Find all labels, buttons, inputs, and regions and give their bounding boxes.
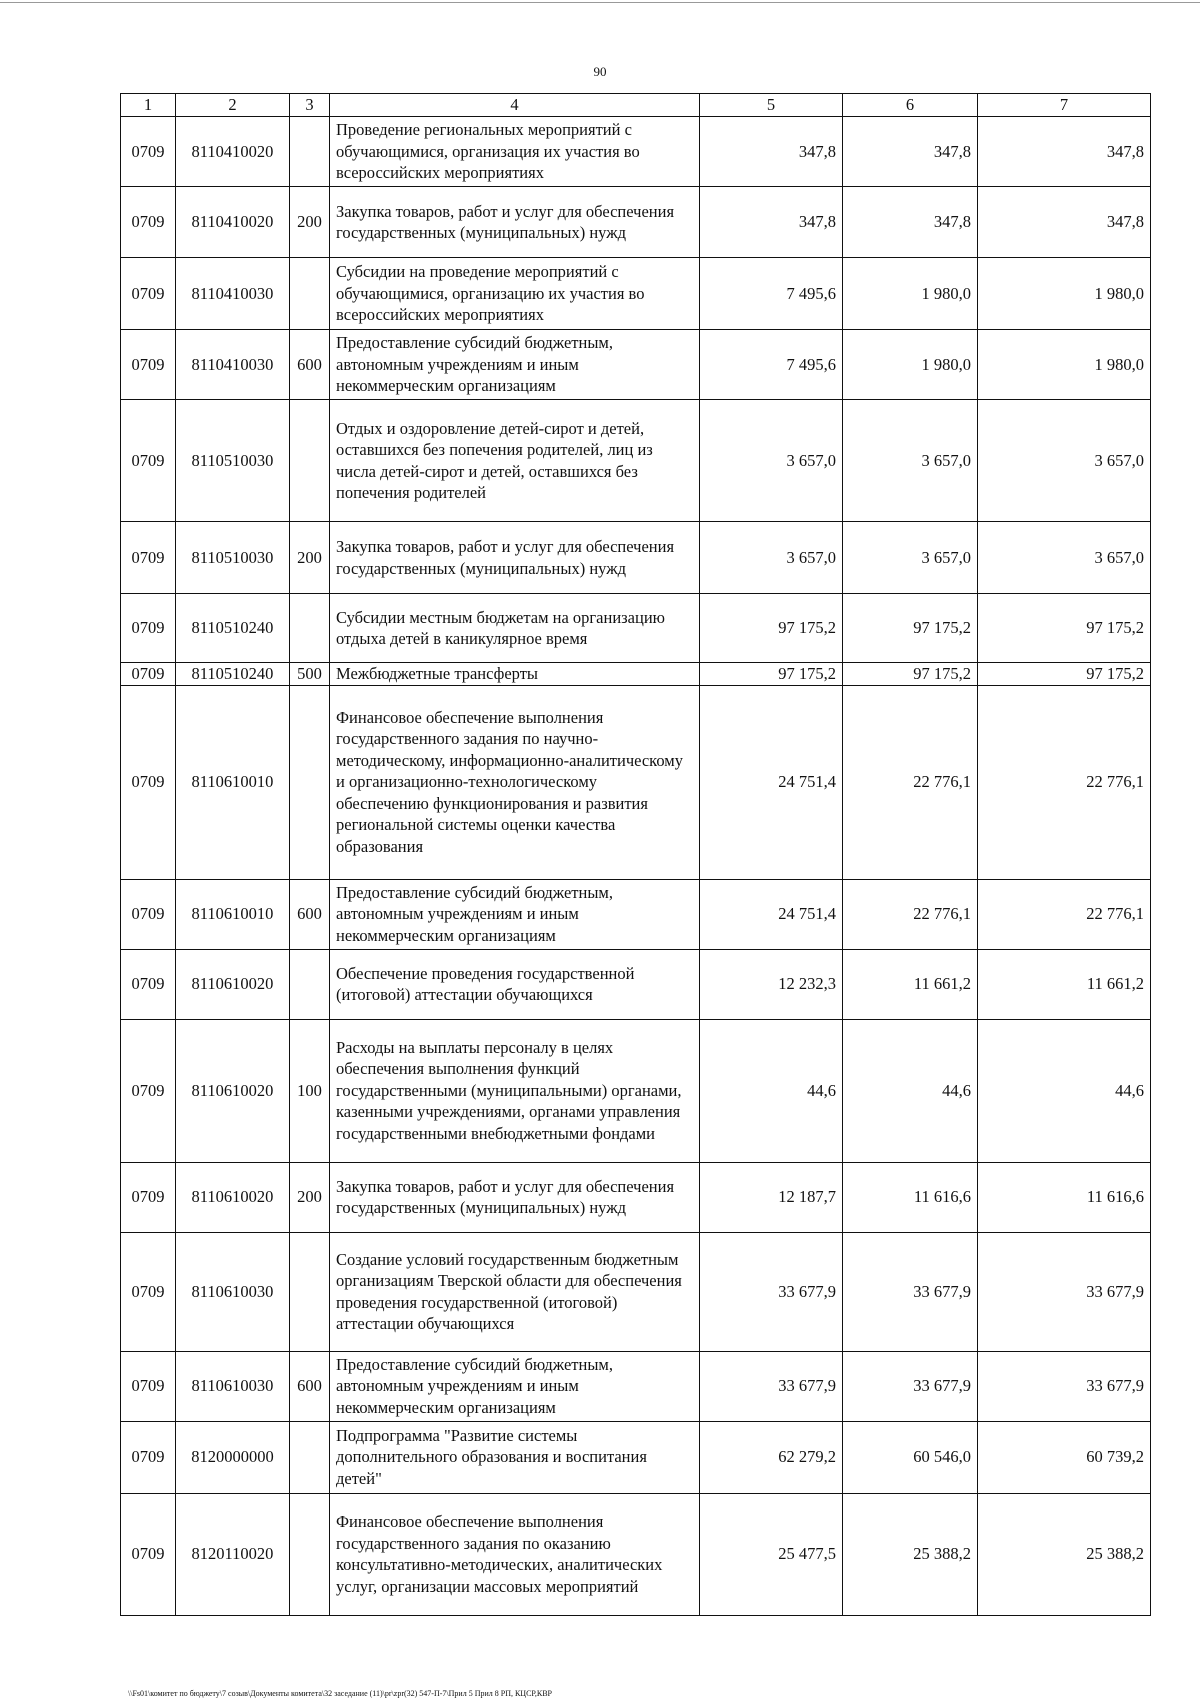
target-code-cell: 8110510240	[176, 663, 290, 686]
amount-year2-cell: 60 546,0	[843, 1421, 978, 1493]
item-name-cell: Финансовое обеспечение выполнения государственного задания по оказанию консультативно-методических, аналитических услуг, организации массовых мероприятий	[330, 1493, 700, 1615]
table-row	[121, 187, 1151, 258]
amount-year1-cell: 24 751,4	[700, 685, 843, 879]
amount-year2-cell: 33 677,9	[843, 1351, 978, 1421]
amount-year3-cell: 97 175,2	[978, 663, 1151, 686]
amount-year1-cell: 7 495,6	[700, 330, 843, 400]
section-cell: 0709	[121, 949, 176, 1019]
item-name-cell: Предоставление субсидий бюджетным, автономным учреждениям и иным некоммерческим организациям	[330, 1351, 700, 1421]
footer-file-path: \\Fs01\комитет по бюджету\7 созыв\Документы комитета\32 заседание (11)\pr\zpr(32) 547-П-7\Прил 5 Прил 8 РП, КЦСР,КВР	[128, 1689, 552, 1698]
amount-year1-cell: 3 657,0	[700, 400, 843, 522]
target-code-cell: 8120110020	[176, 1493, 290, 1615]
amount-year3-cell: 22 776,1	[978, 685, 1151, 879]
table-row	[121, 258, 1151, 330]
amount-year1-cell: 97 175,2	[700, 663, 843, 686]
amount-year3-cell: 60 739,2	[978, 1421, 1151, 1493]
header-col-3: 3	[290, 94, 330, 117]
header-col-5: 5	[700, 94, 843, 117]
target-code-cell: 8110410020	[176, 117, 290, 187]
top-edge-rule	[0, 2, 1200, 3]
expense-type-cell: 100	[290, 1019, 330, 1162]
amount-year1-cell: 24 751,4	[700, 879, 843, 949]
amount-year3-cell: 22 776,1	[978, 879, 1151, 949]
table-row	[121, 330, 1151, 400]
section-cell: 0709	[121, 1232, 176, 1351]
table-row	[121, 949, 1151, 1019]
table-row	[121, 117, 1151, 187]
amount-year2-cell: 11 616,6	[843, 1162, 978, 1232]
section-cell: 0709	[121, 685, 176, 879]
section-cell: 0709	[121, 258, 176, 330]
amount-year2-cell: 22 776,1	[843, 685, 978, 879]
item-name-cell: Финансовое обеспечение выполнения государственного задания по научно-методическому, информационно-аналитическому и организационно-технологическому обеспечению функционирования и развития региональной системы оценки качества образования	[330, 685, 700, 879]
amount-year3-cell: 97 175,2	[978, 594, 1151, 663]
amount-year2-cell: 97 175,2	[843, 594, 978, 663]
item-name-cell: Субсидии на проведение мероприятий с обучающимися, организацию их участия во всероссийских мероприятиях	[330, 258, 700, 330]
section-cell: 0709	[121, 663, 176, 686]
section-cell: 0709	[121, 1351, 176, 1421]
expense-type-cell	[290, 258, 330, 330]
item-name-cell: Подпрограмма "Развитие системы дополнительного образования и воспитания детей"	[330, 1421, 700, 1493]
expense-type-cell: 200	[290, 1162, 330, 1232]
target-code-cell: 8110410030	[176, 258, 290, 330]
item-name-cell: Межбюджетные трансферты	[330, 663, 700, 686]
table-row	[121, 1421, 1151, 1493]
item-name-cell: Проведение региональных мероприятий с обучающимися, организация их участия во всероссийских мероприятиях	[330, 117, 700, 187]
amount-year3-cell: 33 677,9	[978, 1232, 1151, 1351]
expense-type-cell: 500	[290, 663, 330, 686]
amount-year2-cell: 347,8	[843, 187, 978, 258]
amount-year3-cell: 33 677,9	[978, 1351, 1151, 1421]
target-code-cell: 8120000000	[176, 1421, 290, 1493]
table-row	[121, 1493, 1151, 1615]
table-row	[121, 522, 1151, 594]
table-row	[121, 879, 1151, 949]
section-cell: 0709	[121, 1421, 176, 1493]
section-cell: 0709	[121, 1019, 176, 1162]
item-name-cell: Создание условий государственным бюджетным организациям Тверской области для обеспечения проведения государственной (итоговой) аттестации обучающихся	[330, 1232, 700, 1351]
table-row	[121, 1351, 1151, 1421]
amount-year1-cell: 7 495,6	[700, 258, 843, 330]
target-code-cell: 8110610020	[176, 949, 290, 1019]
amount-year1-cell: 44,6	[700, 1019, 843, 1162]
amount-year3-cell: 3 657,0	[978, 522, 1151, 594]
target-code-cell: 8110510030	[176, 522, 290, 594]
amount-year3-cell: 11 616,6	[978, 1162, 1151, 1232]
section-cell: 0709	[121, 1162, 176, 1232]
header-col-2: 2	[176, 94, 290, 117]
header-col-6: 6	[843, 94, 978, 117]
section-cell: 0709	[121, 879, 176, 949]
amount-year2-cell: 25 388,2	[843, 1493, 978, 1615]
amount-year2-cell: 1 980,0	[843, 330, 978, 400]
target-code-cell: 8110610020	[176, 1019, 290, 1162]
target-code-cell: 8110510030	[176, 400, 290, 522]
expense-type-cell: 600	[290, 1351, 330, 1421]
table-row	[121, 685, 1151, 879]
expense-type-cell	[290, 1232, 330, 1351]
page-number: 90	[593, 64, 607, 79]
target-code-cell: 8110410030	[176, 330, 290, 400]
expense-type-cell: 200	[290, 522, 330, 594]
expense-type-cell: 600	[290, 330, 330, 400]
target-code-cell: 8110410020	[176, 187, 290, 258]
expense-type-cell: 200	[290, 187, 330, 258]
item-name-cell: Закупка товаров, работ и услуг для обеспечения государственных (муниципальных) нужд	[330, 1162, 700, 1232]
item-name-cell: Закупка товаров, работ и услуг для обеспечения государственных (муниципальных) нужд	[330, 187, 700, 258]
section-cell: 0709	[121, 400, 176, 522]
expense-type-cell	[290, 685, 330, 879]
amount-year1-cell: 12 232,3	[700, 949, 843, 1019]
amount-year2-cell: 1 980,0	[843, 258, 978, 330]
header-col-7: 7	[978, 94, 1151, 117]
amount-year1-cell: 347,8	[700, 117, 843, 187]
target-code-cell: 8110610030	[176, 1351, 290, 1421]
expense-type-cell: 600	[290, 879, 330, 949]
amount-year1-cell: 97 175,2	[700, 594, 843, 663]
expense-type-cell	[290, 1421, 330, 1493]
section-cell: 0709	[121, 522, 176, 594]
amount-year3-cell: 347,8	[978, 117, 1151, 187]
target-code-cell: 8110510240	[176, 594, 290, 663]
item-name-cell: Предоставление субсидий бюджетным, автономным учреждениям и иным некоммерческим организациям	[330, 879, 700, 949]
item-name-cell: Расходы на выплаты персоналу в целях обеспечения выполнения функций государственными (муниципальными) органами, казенными учреждениями, органами управления государственными внебюджетными фондами	[330, 1019, 700, 1162]
amount-year3-cell: 3 657,0	[978, 400, 1151, 522]
section-cell: 0709	[121, 187, 176, 258]
amount-year1-cell: 347,8	[700, 187, 843, 258]
budget-table	[120, 93, 1151, 1616]
amount-year1-cell: 62 279,2	[700, 1421, 843, 1493]
header-col-4: 4	[330, 94, 700, 117]
target-code-cell: 8110610030	[176, 1232, 290, 1351]
amount-year3-cell: 1 980,0	[978, 258, 1151, 330]
table-row	[121, 1162, 1151, 1232]
amount-year3-cell: 25 388,2	[978, 1493, 1151, 1615]
expense-type-cell	[290, 594, 330, 663]
amount-year1-cell: 12 187,7	[700, 1162, 843, 1232]
amount-year2-cell: 3 657,0	[843, 400, 978, 522]
section-cell: 0709	[121, 330, 176, 400]
amount-year1-cell: 33 677,9	[700, 1232, 843, 1351]
header-col-1: 1	[121, 94, 176, 117]
amount-year2-cell: 97 175,2	[843, 663, 978, 686]
amount-year3-cell: 44,6	[978, 1019, 1151, 1162]
amount-year2-cell: 347,8	[843, 117, 978, 187]
item-name-cell: Субсидии местным бюджетам на организацию отдыха детей в каникулярное время	[330, 594, 700, 663]
target-code-cell: 8110610010	[176, 879, 290, 949]
table-row	[121, 1019, 1151, 1162]
item-name-cell: Обеспечение проведения государственной (итоговой) аттестации обучающихся	[330, 949, 700, 1019]
amount-year3-cell: 11 661,2	[978, 949, 1151, 1019]
expense-type-cell	[290, 400, 330, 522]
section-cell: 0709	[121, 594, 176, 663]
amount-year3-cell: 347,8	[978, 187, 1151, 258]
section-cell: 0709	[121, 1493, 176, 1615]
target-code-cell: 8110610010	[176, 685, 290, 879]
amount-year2-cell: 44,6	[843, 1019, 978, 1162]
table-row	[121, 663, 1151, 686]
amount-year2-cell: 11 661,2	[843, 949, 978, 1019]
item-name-cell: Предоставление субсидий бюджетным, автономным учреждениям и иным некоммерческим организациям	[330, 330, 700, 400]
table-row	[121, 1232, 1151, 1351]
amount-year2-cell: 33 677,9	[843, 1232, 978, 1351]
amount-year2-cell: 3 657,0	[843, 522, 978, 594]
table-row	[121, 594, 1151, 663]
expense-type-cell	[290, 949, 330, 1019]
amount-year3-cell: 1 980,0	[978, 330, 1151, 400]
item-name-cell: Отдых и оздоровление детей-сирот и детей, оставшихся без попечения родителей, лиц из числа детей-сирот и детей, оставшихся без попечения родителей	[330, 400, 700, 522]
section-cell: 0709	[121, 117, 176, 187]
target-code-cell: 8110610020	[176, 1162, 290, 1232]
expense-type-cell	[290, 117, 330, 187]
amount-year2-cell: 22 776,1	[843, 879, 978, 949]
amount-year1-cell: 3 657,0	[700, 522, 843, 594]
expense-type-cell	[290, 1493, 330, 1615]
header-row	[121, 94, 1151, 117]
amount-year1-cell: 25 477,5	[700, 1493, 843, 1615]
amount-year1-cell: 33 677,9	[700, 1351, 843, 1421]
table-row	[121, 400, 1151, 522]
item-name-cell: Закупка товаров, работ и услуг для обеспечения государственных (муниципальных) нужд	[330, 522, 700, 594]
